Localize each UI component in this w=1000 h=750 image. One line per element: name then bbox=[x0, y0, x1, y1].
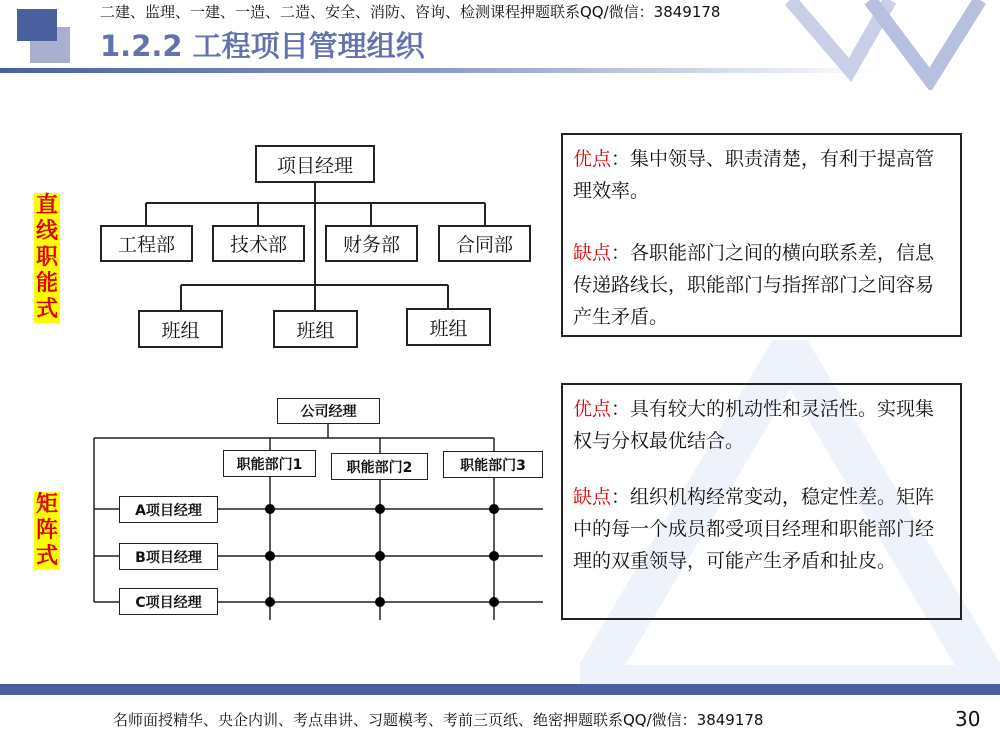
matrix-org-label: 矩阵式 bbox=[35, 492, 58, 569]
team-box: 班组 bbox=[406, 308, 491, 346]
header-overlay-text: 二建、监理、一建、一造、二造、安全、消防、咨询、检测课程押题联系QQ/微信：3849178 bbox=[100, 3, 721, 21]
functional-dept-box: 职能部门3 bbox=[443, 451, 543, 478]
page-number: 30 bbox=[955, 707, 981, 731]
pro-label: 优点 bbox=[573, 148, 612, 170]
pro-label: 优点 bbox=[573, 398, 612, 420]
project-manager-box: C项目经理 bbox=[119, 588, 218, 615]
company-manager-box: 公司经理 bbox=[277, 398, 380, 424]
team-box: 班组 bbox=[138, 310, 223, 348]
department-box: 技术部 bbox=[212, 225, 305, 262]
project-manager-box: 项目经理 bbox=[255, 145, 375, 183]
page-title: 1.2.2 工程项目管理组织 bbox=[100, 29, 425, 63]
matrix-org-pros-cons bbox=[561, 383, 962, 620]
team-box: 班组 bbox=[273, 310, 358, 348]
pro-text: ：集中领导、职责清楚，有利于提高管理效率。 bbox=[573, 148, 935, 202]
con-text: ：组织机构经常变动，稳定性差。矩阵中的每一个成员都受项目经理和职能部门经理的双重领导，可能产生矛盾和扯皮。 bbox=[573, 486, 935, 572]
con-label: 缺点 bbox=[573, 486, 612, 508]
project-manager-box: B项目经理 bbox=[119, 543, 218, 570]
functional-dept-box: 职能部门2 bbox=[331, 453, 428, 480]
department-box: 工程部 bbox=[100, 225, 193, 262]
pro-text: ：具有较大的机动性和灵活性。实现集权与分权最优结合。 bbox=[573, 398, 935, 452]
line-org-pros-cons bbox=[561, 133, 962, 337]
con-label: 缺点 bbox=[573, 242, 612, 264]
project-manager-box: A项目经理 bbox=[119, 496, 218, 523]
functional-dept-box: 职能部门1 bbox=[223, 450, 316, 477]
footer-band bbox=[0, 684, 1000, 695]
footer-text: 名师面授精华、央企内训、考点串讲、习题模考、考前三页纸、绝密押题联系QQ/微信：3849178 bbox=[113, 711, 764, 729]
department-box: 财务部 bbox=[325, 225, 418, 262]
con-text: ：各职能部门之间的横向联系差，信息传递路线长，职能部门与指挥部门之间容易产生矛盾。 bbox=[573, 242, 935, 328]
department-box: 合同部 bbox=[438, 225, 531, 262]
line-org-label: 直线职能式 bbox=[35, 193, 58, 322]
